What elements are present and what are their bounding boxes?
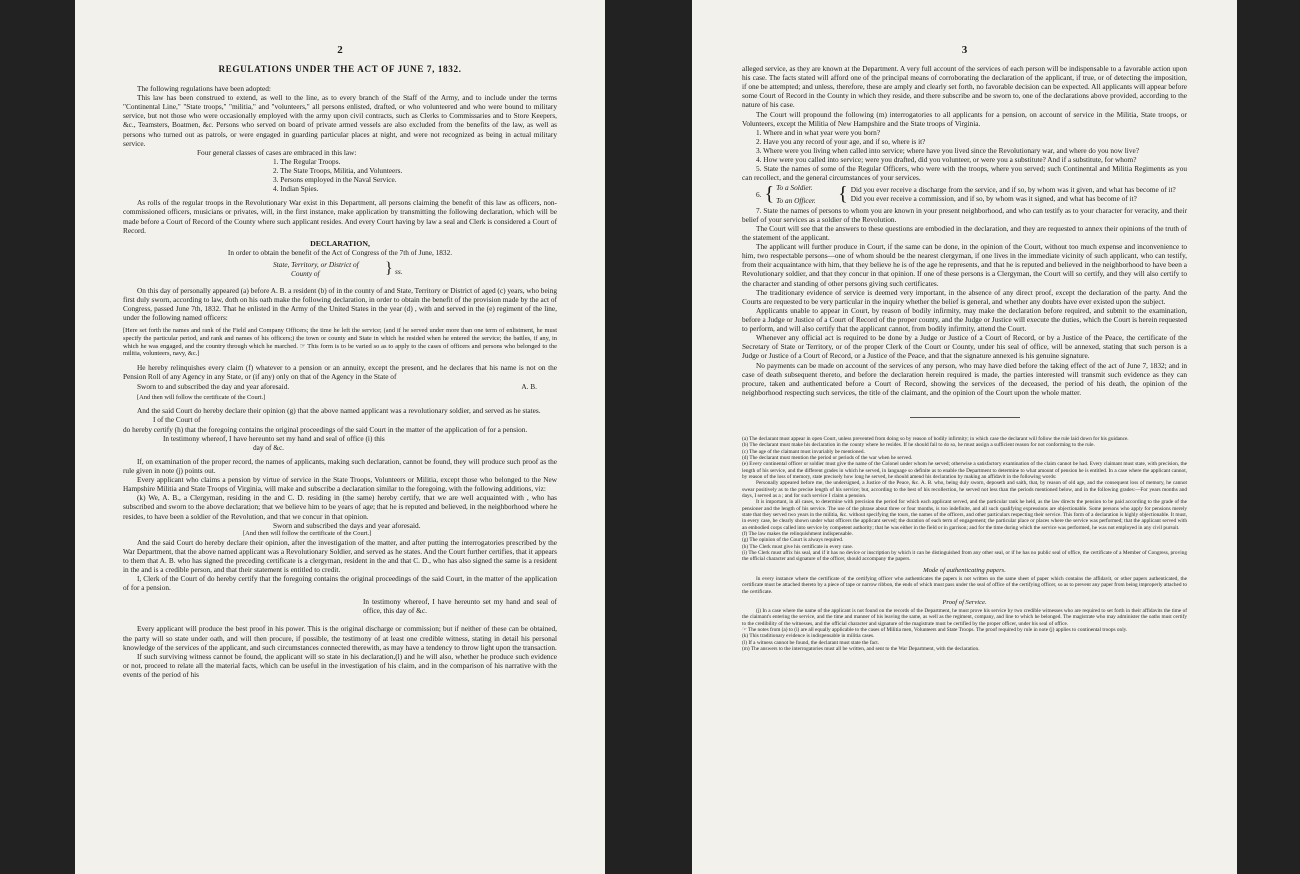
paragraph-witnesses: The applicant will further produce in Court, if the same can be done, in the opinion of the Court, without too much expense and inconvenience to him, two respectable persons—one of whom should be the nearest clergyman, if one lives in the immediate vicinity of such applicant, who can testify, from their acquaintance with him, that they believe he is of the age he represents, and that he is reputed and believed in the neighborhood to have been a Revolutionary soldier, and that they concur in that opinion. If one of these persons is a Clergyman, the Court will so certify, and they will also certify to the character and standing of other persons giving such certificates. bbox=[742, 242, 1187, 288]
heading-authenticating: Mode of authenticating papers. bbox=[923, 566, 1006, 574]
footnotes bbox=[742, 436, 1187, 652]
footnote-c: (c) The age of the claimant must invariably be mentioned. bbox=[742, 448, 865, 455]
question-7: 7. State the names of persons to whom you are known in your present neighborhood, and who can testify as to your character for veracity, and their belief of your services as a soldier of the Revolution. bbox=[742, 205, 1187, 224]
sworn-line: Sworn to and subscribed the day and year aforesaid. bbox=[137, 381, 290, 391]
paragraph-answers: The Court will see that the answers to these questions are embodied in the declaration, and they are requested to annex their opinions of the truth of the statement of the applicant. bbox=[742, 223, 1187, 242]
bracket-note: [Here set forth the names and rank of the Field and Company Officers; the time he left the service; (and if he served under more than one term of enlistment, he must specify the particular period, and rank and names of his officers;) the town or county and State in which he resided when he entered the service; the battles, if any, in which he was engaged, and the country through which he marched. ☞ This form is to be varied so as to apply to the cases of officers and persons who belonged to the militia, volunteers, navy, &c.] bbox=[123, 327, 557, 358]
footnote-f: (f) The law makes the relinquishment indispensable. bbox=[742, 531, 853, 538]
declaration-title: DECLARATION, bbox=[310, 238, 370, 248]
clerk-certificate: I, Clerk of the Court of do hereby certify that the foregoing contains the original proceedings of the said Court, in the matter of the application of for a pension. bbox=[123, 573, 557, 593]
paragraph-alleged-service: alleged service, as they are known at the Department. A very full account of the services of each person will be indispensable to a favorable action upon his case. The facts stated will afford one of the principal means of corroborating the declaration of the applicant, if true, or of detecting the imposition, if one be attempted; and unless, therefore, these are amply and clearly set forth, no favorable decision can be expected. All applicants will appear before some Court of Record in the County in which they reside, and there subscribe and be sworn to, one of the declarations above provided, according to the nature of his case. bbox=[742, 64, 1187, 110]
testimony-line-2: In testimony whereof, I have hereunto set my hand and seal of office, this day of &c. bbox=[363, 597, 557, 616]
question-6-number: 6. bbox=[756, 189, 762, 199]
question-1: 1. Where and in what year were you born? bbox=[756, 127, 881, 137]
county-line: County of bbox=[291, 268, 320, 278]
footnote-e-importance: It is important, in all cases, to determine with precision the period for which each applicant served, and the particular rank he held, as the law directs the pension to be paid according to the grade of the pensioner and the length of his service. The use of the phrase about three or four months, is too indefinite, and all such qualifying expressions are objectionable. Some persons who apply for pensions merely state that they served two years in the militia, &c. without specifying the tours, the names of the officers, and other particulars respecting their service. This form of a declaration is highly objectionable. It must, in every case, be clearly shown under what officers the applicant served; the duration of each term of engagement; the particular place or places where the service was performed; that the applicant served with an embodied corps called into service by competent authority; that he was either in the field or in garrison; and for the time during which the service was performed, he was not employed in any civil pursuit. bbox=[742, 499, 1187, 531]
footnote-b: (b) The declarant must make his declaration in the county where he resides. If he should fail to do so, he must assign a sufficient reason for not conforming to the rule. bbox=[742, 442, 1095, 449]
ss-label: ss. bbox=[395, 266, 403, 276]
declaration-subtitle: In order to obtain the benefit of the Act of Congress of the 7th of June, 1832. bbox=[227, 248, 453, 258]
footnote-m: (m) The answers to the interrogatories must all be written, and sent to the War Department, with the declaration. bbox=[742, 645, 980, 652]
day-of-line: day of &c. bbox=[253, 442, 285, 452]
footnote-note: ☞ The notes from (a) to (i) are all equally applicable to the cases of Militia men, Volunteers and State Troops. The proof required by rule in note (j) applies to continental troops only. bbox=[742, 626, 1128, 633]
q6-soldier-label: To a Soldier. bbox=[776, 183, 813, 193]
footnote-h: (h) The Clerk must give his certificate in every case. bbox=[742, 543, 854, 550]
page-number: 3 bbox=[961, 44, 968, 56]
certify-paragraph: do hereby certify (h) that the foregoing contains the original proceedings of the said Court in the matter of the application of for a pension. bbox=[123, 424, 528, 434]
certificate-note: [And then will follow the certificate of the Court.] bbox=[137, 393, 266, 401]
list-item: 1. The Regular Troops. bbox=[273, 156, 341, 166]
footnote-i: (i) The Clerk must affix his seal, and if it has no device or inscription by which it can be distinguished from any other seal, or if he has no public seal of office, the certificate of a Member of Congress, proving the official character and signature of the officer, should accompany the papers. bbox=[742, 550, 1187, 563]
brace-left: { bbox=[764, 183, 775, 206]
question-2: 2. Have you any record of your age, and if so, where is it? bbox=[756, 136, 926, 146]
paragraph-payments: No payments can be made on account of the services of any person, who may have died before the taking effect of the act of June 7, 1832; and in case of death subsequent thereto, and before the declaration herein required is made, the parties interested will transmit such evidence as they can procure, taken and authenticated before a Court of Record, showing the services of the deceased, the period of his death, the opinion of the neighborhood respecting such services, the title of the claimant, and the opinion of the Court upon the whole matter. bbox=[742, 360, 1187, 397]
footnote-k: (k) This traditionary evidence is indispensable in militia cases. bbox=[742, 633, 875, 640]
paragraph-infirmity: Applicants unable to appear in Court, by reason of bodily infirmity, may make the declaration before required, and submit to the examination, before a Judge or Justice of a Court of Record of the proper county, and the Judge or Justice will execute the duties, which the Court is herein requested to perform, and will also certify that the applicant cannot, from bodily infirmity, attend the Court. bbox=[742, 305, 1187, 334]
footnote-l: (l) If a witness cannot be found, the declarant must state the fact. bbox=[742, 639, 880, 646]
intro: The following regulations have been adopted: bbox=[137, 84, 271, 93]
left-page bbox=[75, 0, 605, 874]
state-line: State, Territory, or District of bbox=[273, 259, 359, 269]
paragraph-construction: This law has been construed to extend, as well to the line, as to every branch of the Staff of the Army, and to include under the terms "Continental Line," "State troops," "militia," and "volunteers," all persons enlisted, drafted, or who volunteered and who were bound to military service, but not those who were occasionally employed with the army upon civil contracts, such as Clerks to Commissaries and to Store Keepers, &c., Teamsters, Boatmen, &c. Persons who served on board of private armed vessels are also excluded from the benefits of the law, as well as persons who turned out as patrols, or were engaged in guarding particular places at night, and were not recognized as being in actual military service. bbox=[123, 93, 557, 148]
q6-officer-label: To an Officer. bbox=[776, 195, 816, 205]
list-item: 2. The State Troops, Militia, and Volunteers. bbox=[273, 165, 403, 175]
best-proof-paragraph: Every applicant will produce the best proof in his power. This is the original discharge or commission; but if neither of these can be obtained, the party will so state under oath, and will then procure, if possible, the testimony of at least one credible witness, stating in detail his personal knowledge of the services of the applicant, and such circumstances connected therewith, as may have a tendency to throw light upon the transaction. bbox=[123, 624, 557, 652]
brace-mid: { bbox=[838, 183, 848, 206]
footnote-authenticating: In every instance where the certificate of the certifying officer who authenticates the papers is not written on the same sheet of paper which contains the affidavit, or other papers authenticated, the certificate must be attached thereto by a piece of tape or narrow ribbon, the ends of which must pass under the seal of office of the certifying officer, so as to prevent any paper from being improperly attached to the certificate. bbox=[742, 575, 1187, 595]
paragraph-traditionary: The traditionary evidence of service is deemed very important, in the absence of any direct proof, except the declaration of the party. And the Courts are requested to be very particular in the inquiry whether the belief is general, and whether any doubts have ever existed upon the subject. bbox=[742, 287, 1187, 306]
every-applicant-paragraph: Every applicant who claims a pension by virtue of service in the State Troops, Volunteers or Militia, except those who belonged to the New Hampshire Militia and State Troops of Virginia, will make and subscribe a declaration similar to the foregoing, with the following additions, viz: bbox=[123, 475, 557, 494]
relinquish-paragraph: He hereby relinquishes every claim (f) whatever to a pension or an annuity, except the present, and he declares that his name is not on the Pension Roll of any Agency in any State, or (if any) only on that of the Agency in the State of bbox=[123, 363, 557, 382]
court-opinion: And the said Court do hereby declare their opinion (g) that the above named applicant was a revolutionary soldier, and served as he states. bbox=[137, 406, 541, 416]
surviving-witness-paragraph: If such surviving witness cannot be found, the applicant will so state in his declaration,(l) and he will also, whether he produce such evidence or not, proceed to relate all the material facts, which can be useful in the investigation of his claim, and in the comparison of his narrative with the events of the period of his bbox=[123, 651, 557, 679]
paragraph-rolls: As rolls of the regular troops in the Revolutionary War exist in this Department, all persons claiming the benefit of this law as officers, non-commissioned officers, musicians or privates, will, in the first instance, make application by transmitting the following declaration, which will be made before a Court of Record of the County where such applicant resides. And every Court having by law a seal and Clerk is considered a Court of Record. bbox=[123, 198, 557, 235]
question-4: 4. How were you called into service; were you drafted, did you volunteer, or were you a substitute? And if a substitute, for whom? bbox=[756, 155, 1137, 165]
page-title: REGULATIONS UNDER THE ACT OF JUNE 7, 1832. bbox=[218, 64, 462, 74]
footnote-g: (g) The opinion of the Court is always required. bbox=[742, 537, 844, 544]
clerk-i-line: I of the Court of bbox=[153, 415, 201, 425]
paragraph-official-act: Whenever any official act is required to be done by a Judge or Justice of a Court of Record, or by a Justice of the Peace, the certificate of the Secretary of State or Territory, or of the proper Clerk of the Court or County, under his seal of office, will be annexed, stating that such person is a Judge or Justice of a Court of Record, or a Justice of the Peace, and that the signature annexed is his genuine signature. bbox=[742, 333, 1187, 361]
sworn-line-2: Sworn and subscribed the days and year aforesaid. bbox=[273, 520, 421, 530]
question-6 bbox=[756, 183, 1187, 204]
declaration-form: On this day of personally appeared (a) before A. B. a resident (b) of in the county of and State, Territory or District of aged (c) years, who being first duly sworn, according to law, doth on his oath make the following declaration, in order to obtain the benefit of the provision made by the act of Congress, passed June 7th, 1832. That he enlisted in the Army of the United States in the year (d) , with and served in the (e) regiment of the line, under the following named officers: bbox=[123, 285, 558, 322]
certificate-note-2: [And then will follow the certificate of the Court.] bbox=[243, 529, 372, 537]
footnote-e-affidavit: Personally appeared before me, the undersigned, a Justice of the Peace, &c. A. B. who, being duly sworn, deposeth and saith, that, by reason of old age, and the consequent loss of memory, he cannot swear positively as to the precise length of his service; but, according to the best of his recollection, he served not less than the periods mentioned below, and in the following grades:—For years months and days, I served as a ; and for such service I claim a pension. bbox=[742, 480, 1187, 500]
classes-intro: Four general classes of cases are embraced in this law: bbox=[197, 147, 357, 157]
list-item: 3. Persons employed in the Naval Service. bbox=[273, 175, 397, 185]
signature-ab: A. B. bbox=[521, 381, 537, 391]
clergyman-form: (k) We, A. B., a Clergyman, residing in the and C. D. residing in (the same) hereby certify, that we are well acquainted with , who has subscribed and sworn to the above declaration; that we believe him to be years of age; that he is reputed and believed, in the neighborhood where he resides, to have been a soldier of the Revolution, and that we concur in that opinion. bbox=[123, 493, 557, 521]
classes-list bbox=[273, 157, 557, 193]
brace: } bbox=[385, 259, 393, 277]
paragraph-interrogatories: The Court will propound the following (m) interrogatories to all applicants for a pension, on account of service in the Militia, State troops, or Volunteers, except the Militia of New Hampshire and the State troops of Virginia. bbox=[742, 109, 1187, 128]
footnote-a: (a) The declarant must appear in open Court, unless prevented from doing so by reason of bodily infirmity; in which case the declarant will follow the rule laid down for his guidance. bbox=[742, 435, 1129, 442]
examination-paragraph: If, on examination of the proper record, the names of applicants, making such declaration, cannot be found, they will produce such proof as the rule given in note (j) points out. bbox=[123, 456, 557, 475]
q6-officer-text: Did you ever receive a commission, and if so, by whom was it signed, and what has become of it? bbox=[850, 194, 1137, 204]
testimony-line: In testimony whereof, I have hereunto set my hand and seal of office (i) this bbox=[163, 433, 385, 443]
footnote-d: (d) The declarant must mention the period or periods of the war when he served. bbox=[742, 454, 913, 461]
divider bbox=[910, 417, 1020, 418]
right-page bbox=[692, 0, 1237, 874]
question-3: 3. Where were you living when called into service; where have you lived since the Revolutionary war, and where do you now live? bbox=[756, 145, 1139, 155]
q6-soldier-text: Did you ever receive a discharge from the service, and if so, by whom was it given, and what has become of it? bbox=[850, 184, 1176, 194]
page-number: 2 bbox=[337, 44, 343, 56]
court-opinion-2: And the said Court do hereby declare their opinion, after the investigation of the matter, and after putting the interrogatories prescribed by the War Department, that the above named applicant was a Revolutionary Soldier, and served as he states. And the Court further certifies, that it appears to them that A. B. who has signed the preceding certificate is a clergyman, resident in the and that C. D., who has also signed the same is a resident in the and is a credible person, and that their statement is entitled to credit. bbox=[123, 537, 557, 574]
question-5: 5. State the names of some of the Regular Officers, who were with the troops, where you served; such Continental and Militia Regiments as you can recollect, and the general circumstances of your services. bbox=[742, 164, 1187, 183]
list-item: 4. Indian Spies. bbox=[273, 184, 319, 194]
footnote-j: (j) In a case where the name of the applicant is not found on the records of the Department, he must prove his service by two credible witnesses who are required to set forth in their affidavits the time of the claimant's entering the service, and the time and manner of his leaving the same, as well as the regiment, company, and line to which he belonged. The magistrate who may administer the oaths must certify to the credibility of the witnesses, and the official character and signature of the magistrate must be certified by the proper officer, under his seal of office. bbox=[742, 607, 1187, 627]
footnote-e: (e) Every continental officer or soldier must give the name of the Colonel under whom he served; otherwise a satisfactory examination of the claim cannot be had. Every claimant must state, with precision, the length of his service, and the different grades in which he served, in language so definite as to enable the Department to determine to what amount of pension he is entitled. In a case where the applicant cannot, by reason of the loss of memory, state precisely how long he served, he should amend his declaration by making an affidavit in the following words: bbox=[742, 461, 1187, 480]
heading-proof-of-service: Proof of Service. bbox=[942, 598, 987, 606]
venue-block bbox=[123, 260, 557, 284]
